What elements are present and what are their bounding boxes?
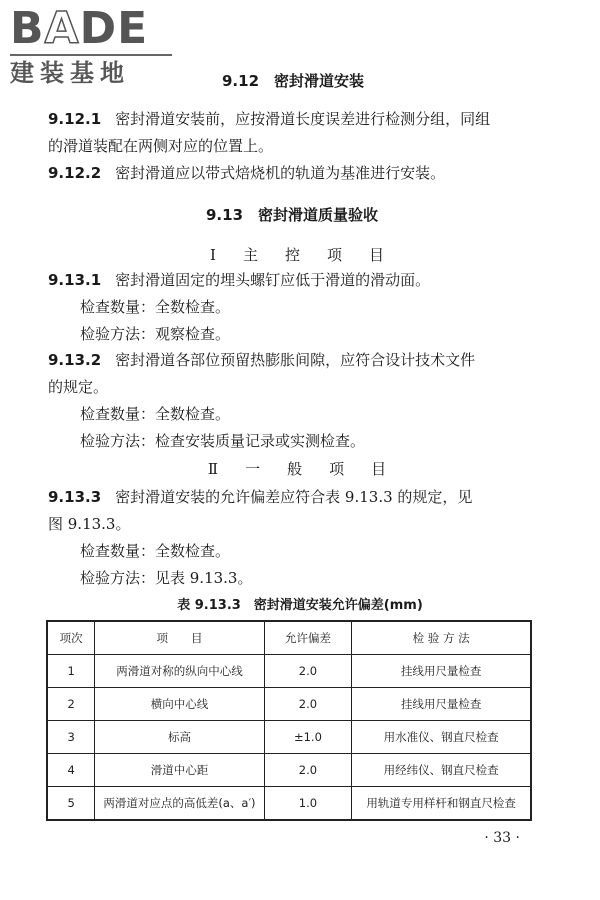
clause-9-13-2-cont: 的规定。 xyxy=(48,378,109,396)
page-number: · 33 · xyxy=(484,830,520,846)
row-tolerance: 1.0 xyxy=(264,787,352,821)
row-index: 3 xyxy=(47,721,95,754)
row-tolerance: 2.0 xyxy=(264,655,352,688)
clause-9-13-3-cont: 图 9.13.3。 xyxy=(48,515,131,533)
table-row xyxy=(47,754,531,787)
table-row xyxy=(47,787,531,821)
logo-wordmark: BADE xyxy=(10,3,149,54)
clause-9-13-3-quantity: 检查数量：全数检查。 xyxy=(80,542,231,560)
table-row xyxy=(47,688,531,721)
header-item: 项 目 xyxy=(95,621,264,655)
row-tolerance: ±1.0 xyxy=(264,721,352,754)
row-method: 用经纬仪、钢直尺检查 xyxy=(352,754,531,787)
section-9-13-title: 9.13 密封滑道质量验收 xyxy=(206,206,379,224)
row-method: 用轨道专用样杆和钢直尺检查 xyxy=(352,787,531,821)
logo-subtitle: 建装基地 xyxy=(10,59,130,87)
row-index: 4 xyxy=(47,754,95,787)
row-method: 用水准仪、钢直尺检查 xyxy=(352,721,531,754)
table-row xyxy=(47,721,531,754)
general-items-heading: Ⅱ 一 般 项 目 xyxy=(207,460,393,478)
logo-divider xyxy=(10,54,172,56)
clause-9-13-1-quantity: 检查数量：全数检查。 xyxy=(80,298,231,316)
row-index: 5 xyxy=(47,787,95,821)
clause-9-13-3-method: 检验方法：见表 9.13.3。 xyxy=(80,569,253,587)
row-item: 横向中心线 xyxy=(95,688,264,721)
row-method: 挂线用尺量检查 xyxy=(352,688,531,721)
clause-9-13-3: 9.13.3 密封滑道安装的允许偏差应符合表 9.13.3 的规定，见 xyxy=(48,488,473,506)
clause-9-13-1: 9.13.1 密封滑道固定的埋头螺钉应低于滑道的滑动面。 xyxy=(48,271,431,289)
clause-9-12-1-cont: 的滑道装配在两侧对应的位置上。 xyxy=(48,137,274,155)
row-index: 2 xyxy=(47,688,95,721)
row-index: 1 xyxy=(47,655,95,688)
row-item: 滑道中心距 xyxy=(95,754,264,787)
tolerance-table xyxy=(46,620,532,821)
row-tolerance: 2.0 xyxy=(264,688,352,721)
clause-9-13-1-method: 检验方法：观察检查。 xyxy=(80,325,231,343)
clause-9-13-2: 9.13.2 密封滑道各部位预留热膨胀间隙，应符合设计技术文件 xyxy=(48,351,476,369)
table-caption: 表 9.13.3 密封滑道安装允许偏差(mm) xyxy=(177,598,423,613)
row-item: 两滑道对称的纵向中心线 xyxy=(95,655,264,688)
clause-9-13-2-method: 检验方法：检查安装质量记录或实测检查。 xyxy=(80,432,366,450)
clause-9-12-2: 9.12.2 密封滑道应以带式焙烧机的轨道为基准进行安装。 xyxy=(48,164,446,182)
row-item: 标高 xyxy=(95,721,264,754)
main-items-heading: Ⅰ 主 控 项 目 xyxy=(210,246,390,264)
header-index: 项次 xyxy=(47,621,95,655)
row-item: 两滑道对应点的高低差(a、a′) xyxy=(95,787,264,821)
clause-9-13-2-quantity: 检查数量：全数检查。 xyxy=(80,405,231,423)
table-header-row xyxy=(47,621,531,655)
section-9-12-title: 9.12 密封滑道安装 xyxy=(222,72,365,90)
row-tolerance: 2.0 xyxy=(264,754,352,787)
clause-9-12-1: 9.12.1 密封滑道安装前，应按滑道长度误差进行检测分组，同组 xyxy=(48,110,491,128)
header-method: 检 验 方 法 xyxy=(352,621,531,655)
table-row xyxy=(47,655,531,688)
brand-logo xyxy=(10,3,172,88)
row-method: 挂线用尺量检查 xyxy=(352,655,531,688)
header-tolerance: 允许偏差 xyxy=(264,621,352,655)
